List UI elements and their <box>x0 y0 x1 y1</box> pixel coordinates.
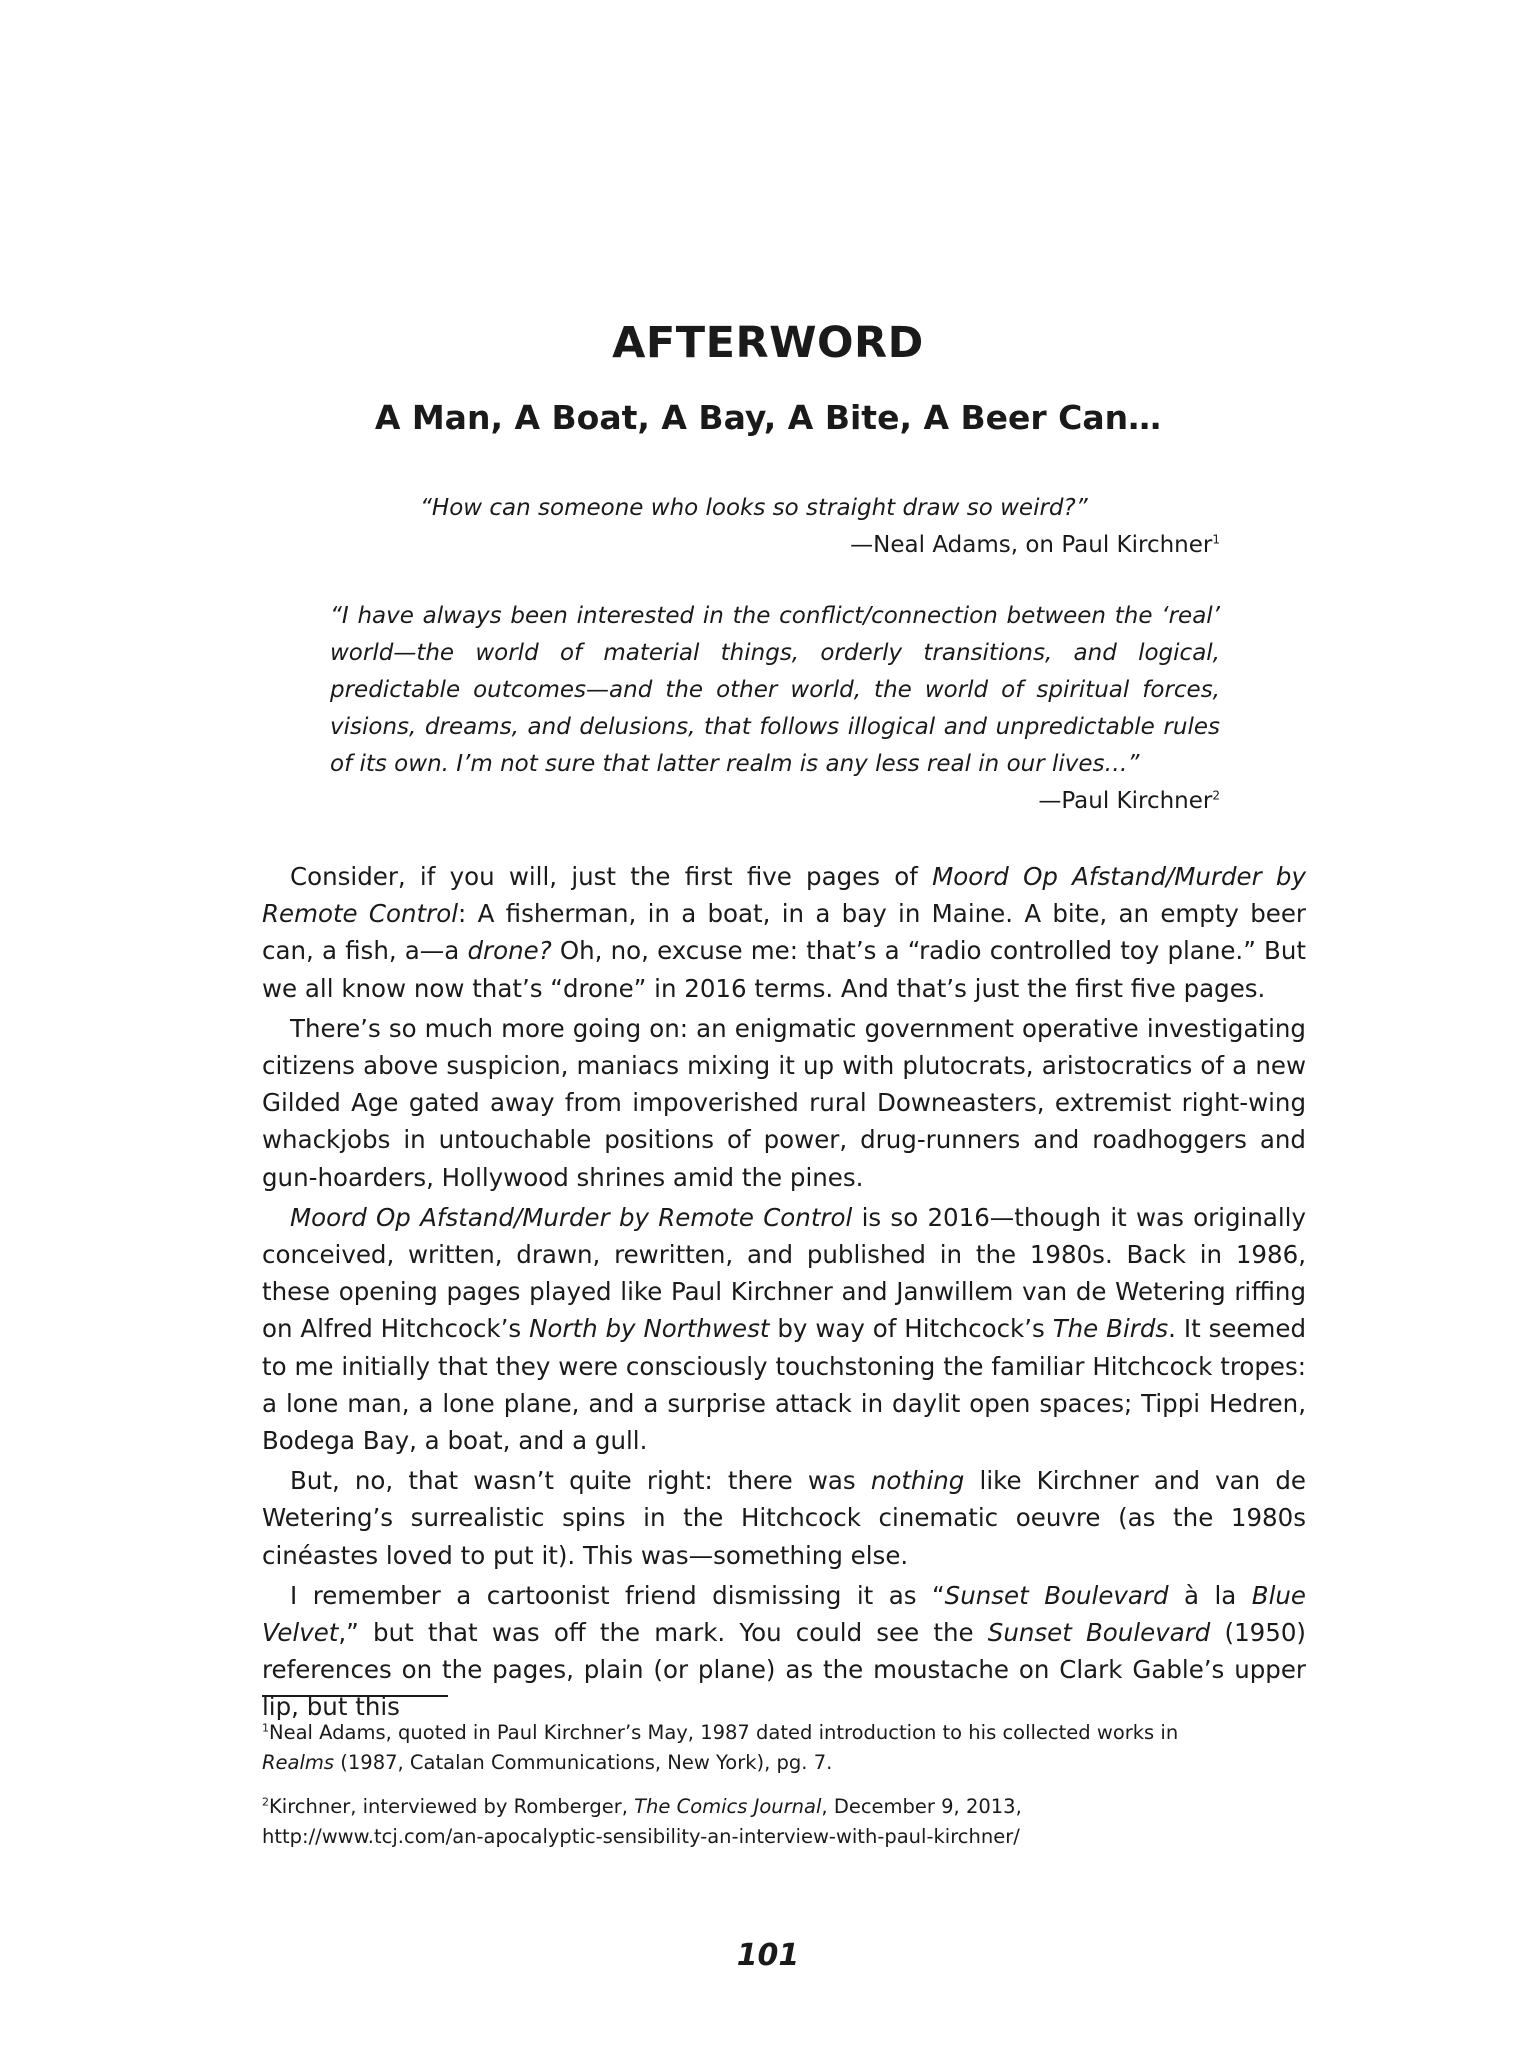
text-run: (1950) references on the pages, plain (or plane) as the moustache on Clark Gable’s upper lip, but this <box>262 1618 1306 1722</box>
text-run: . It seemed to me initially that they were consciously touchstoning the familiar Hitchcock tropes: a lone man, a lone plane, and a surprise attack in daylit open spaces; Tippi Hedren, Bodega Bay, a boat, and a gull. <box>262 1314 1306 1456</box>
paragraph-4 <box>262 1462 1306 1574</box>
epigraph-1-quote: “How can someone who looks so straight draw so weird?” <box>420 495 1088 521</box>
paragraph-2: There’s so much more going on: an enigmatic government operative investigating citizens above suspicion, maniacs mixing it up with plutocrats, aristocratics of a new Gilded Age gated away from impoverished rural Downeasters, extremist right-wing whackjobs in untouchable positions of power, drug-runners and roadhoggers and gun-hoarders, Hollywood shrines amid the pines. <box>262 1013 1306 1192</box>
italic-title: North by Northwest <box>529 1314 770 1344</box>
text-run: Oh, no, excuse me: that’s a “radio controlled toy plane.” But we all know now that’s “drone” in 2016 terms. And that’s just the first five pages. <box>262 936 1307 1003</box>
text-run: ,” but that was off the mark. You could see the <box>338 1618 988 1648</box>
italic-emphasis: drone? <box>467 936 552 966</box>
epigraph-2 <box>330 598 1220 820</box>
footnotes <box>262 1718 1222 1866</box>
text-run: à la <box>1168 1580 1252 1610</box>
italic-emphasis: nothing <box>870 1466 965 1496</box>
text-run: is so 2016—though it was originally conceived, written, drawn, rewritten, and published in the 1980s. Back in 1986, these opening pages played like Paul Kirchner and Janwillem van de Wetering riffing on Alfred Hitchcock’s <box>262 1202 1306 1344</box>
italic-title: Realms <box>262 1751 335 1774</box>
italic-title: The Comics Journal <box>634 1795 822 1818</box>
epigraph-2-footnote-ref: 2 <box>1212 788 1220 803</box>
text-run: Consider, if you will, just the first five pages of <box>290 862 933 891</box>
italic-title: Moord Op Afstand/Murder by Remote Control <box>290 1202 853 1232</box>
text-run: Kirchner, interviewed by Romberger, <box>269 1795 635 1818</box>
footnote-divider <box>262 1695 448 1697</box>
text-run: Neal Adams, quoted in Paul Kirchner’s May, 1987 dated introduction to his collected works in <box>269 1721 1179 1744</box>
paragraph-5 <box>262 1577 1306 1726</box>
text-run: (1987, Catalan Communications, New York), pg. 7. <box>334 1751 833 1774</box>
body-text <box>262 858 1306 1726</box>
text-run: by way of Hitchcock’s <box>769 1314 1053 1344</box>
chapter-subtitle: A Man, A Boat, A Bay, A Bite, A Beer Can… <box>374 398 1162 437</box>
epigraph-1-attribution <box>420 527 1220 564</box>
text-run: : A fisherman, in a boat, in a bay in Maine. A bite, an empty beer can, a fish, a—a <box>262 899 1306 966</box>
text-run: But, no, that wasn’t quite right: there was <box>290 1466 871 1496</box>
footnote-number: 2 <box>262 1795 269 1809</box>
footnote-2 <box>262 1792 1222 1852</box>
epigraph-2-attribution <box>330 783 1220 820</box>
italic-title: Blue Velvet <box>262 1580 1306 1648</box>
chapter-title: AFTERWORD <box>612 318 924 368</box>
epigraph-2-quote: “I have always been interested in the conflict/connection between the ‘real’ world—the world of material things, orderly transitions, and logical, predictable outcomes—and the other world, the world of spiritual forces, visions, dreams, and delusions, that follows illogical and unpredictable rules of its own. I’m not sure that latter realm is any less real in our lives…” <box>330 603 1220 777</box>
paragraph-3 <box>262 1199 1306 1459</box>
italic-title: The Birds <box>1052 1314 1169 1344</box>
epigraph-1-footnote-ref: 1 <box>1212 532 1220 547</box>
epigraph-1 <box>420 490 1220 564</box>
epigraph-2-attribution-text: —Paul Kirchner <box>1038 788 1213 814</box>
paragraph-1 <box>262 858 1306 1007</box>
epigraph-1-attribution-text: —Neal Adams, on Paul Kirchner <box>850 532 1213 558</box>
footnote-1 <box>262 1718 1222 1778</box>
italic-title: Moord Op Afstand/Murder by Remote Control <box>262 862 1306 929</box>
footnote-url-text: , December 9, 2013, http://www.tcj.com/an-apocalyptic-sensibility-an-interview-with-paul-kirchner/ <box>262 1795 1022 1848</box>
text-run: like Kirchner and van de Wetering’s surrealistic spins in the Hitchcock cinematic oeuvre (as the 1980s cinéastes loved to put it). This was—something else. <box>262 1466 1306 1570</box>
footnote-number: 1 <box>262 1721 269 1735</box>
italic-title: Sunset Boulevard <box>944 1580 1169 1610</box>
italic-title: Sunset Boulevard <box>987 1618 1211 1648</box>
page-number: 101 <box>736 1938 800 1973</box>
text-run: I remember a cartoonist friend dismissing it as “ <box>290 1580 945 1610</box>
